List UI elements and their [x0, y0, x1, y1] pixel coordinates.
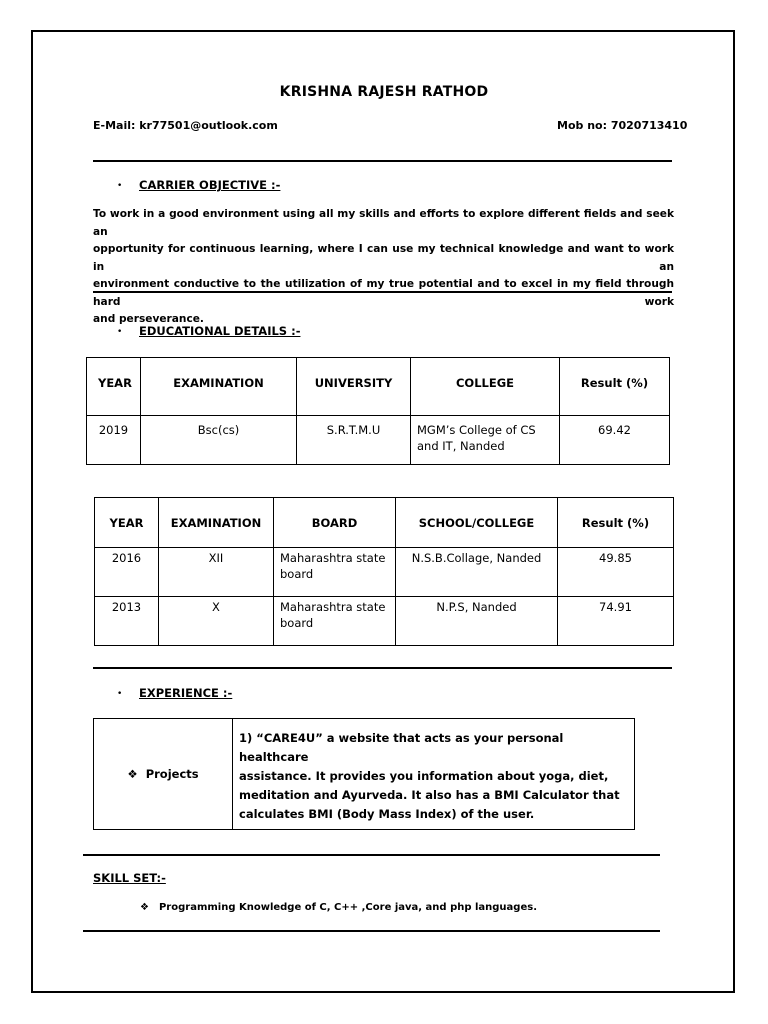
header-cell: SCHOOL/COLLEGE — [396, 498, 558, 548]
table-row — [94, 719, 635, 830]
board-table — [94, 497, 674, 646]
skill-item — [140, 902, 537, 913]
header-cell: Result (%) — [560, 358, 670, 416]
diamond-bullet-icon: ❖ — [127, 767, 138, 781]
bullet-icon: • — [117, 327, 123, 337]
table-cell: XII — [159, 548, 274, 597]
objective-paragraph — [93, 206, 674, 329]
header-cell: Result (%) — [558, 498, 674, 548]
objective-line: opportunity for continuous learning, where I can use my technical knowledge and want to work in an — [93, 243, 674, 273]
divider — [93, 160, 672, 162]
header-cell: EXAMINATION — [159, 498, 274, 548]
email-text: E-Mail: kr77501@outlook.com — [93, 119, 278, 132]
table-cell: Maharashtra state board — [274, 597, 396, 646]
table-cell: MGM’s College of CS and IT, Nanded — [411, 416, 560, 465]
project-line: meditation and Ayurveda. It also has a BMI Calculator that — [239, 788, 620, 802]
project-line: 1) “CARE4U” a website that acts as your personal healthcare — [239, 731, 564, 764]
table-cell: 49.85 — [558, 548, 674, 597]
table-cell: 74.91 — [558, 597, 674, 646]
mobile-text: Mob no: 7020713410 — [557, 119, 688, 132]
project-line: assistance. It provides you information about yoga, diet, — [239, 769, 609, 783]
diamond-bullet-icon: ❖ — [140, 902, 149, 913]
education-title: EDUCATIONAL DETAILS :- — [139, 324, 301, 338]
header-cell: COLLEGE — [411, 358, 560, 416]
projects-label: Projects — [145, 767, 199, 781]
objective-line: and perseverance. — [93, 313, 204, 325]
header-cell: BOARD — [274, 498, 396, 548]
bullet-icon: • — [117, 689, 123, 699]
header-cell: YEAR — [95, 498, 159, 548]
candidate-name: KRISHNA RAJESH RATHOD — [279, 84, 489, 100]
header-cell: EXAMINATION — [141, 358, 297, 416]
table-cell: 2019 — [87, 416, 141, 465]
table-cell: 2016 — [95, 548, 159, 597]
bullet-icon: • — [117, 181, 123, 191]
project-line: calculates BMI (Body Mass Index) of the user. — [239, 807, 535, 821]
table-cell: N.P.S, Nanded — [396, 597, 558, 646]
divider — [93, 667, 672, 669]
table-cell: S.R.T.M.U — [297, 416, 411, 465]
objective-title: CARRIER OBJECTIVE :- — [139, 178, 281, 192]
objective-line: To work in a good environment using all my skills and efforts to explore different fields and seek an — [93, 208, 674, 238]
skills-title: SKILL SET:- — [93, 871, 166, 885]
table-cell: 69.42 — [560, 416, 670, 465]
table-header-row — [95, 498, 674, 548]
table-cell: Bsc(cs) — [141, 416, 297, 465]
project-description — [233, 719, 635, 830]
skill-text: Programming Knowledge of C, C++ ,Core java, and php languages. — [158, 902, 537, 913]
table-row — [87, 416, 670, 465]
projects-cell — [94, 719, 233, 830]
table-cell: X — [159, 597, 274, 646]
header-cell: YEAR — [87, 358, 141, 416]
objective-line: environment conductive to the utilization of my true potential and to excel in my field through hard work — [93, 278, 674, 308]
table-cell: N.S.B.Collage, Nanded — [396, 548, 558, 597]
header-cell: UNIVERSITY — [297, 358, 411, 416]
divider — [83, 930, 660, 932]
experience-title: EXPERIENCE :- — [139, 686, 233, 700]
table-row — [95, 597, 674, 646]
table-cell: 2013 — [95, 597, 159, 646]
table-header-row — [87, 358, 670, 416]
table-row — [95, 548, 674, 597]
university-table — [86, 357, 670, 465]
divider — [93, 291, 672, 293]
divider — [83, 854, 660, 856]
table-cell: Maharashtra state board — [274, 548, 396, 597]
experience-table — [93, 718, 635, 830]
